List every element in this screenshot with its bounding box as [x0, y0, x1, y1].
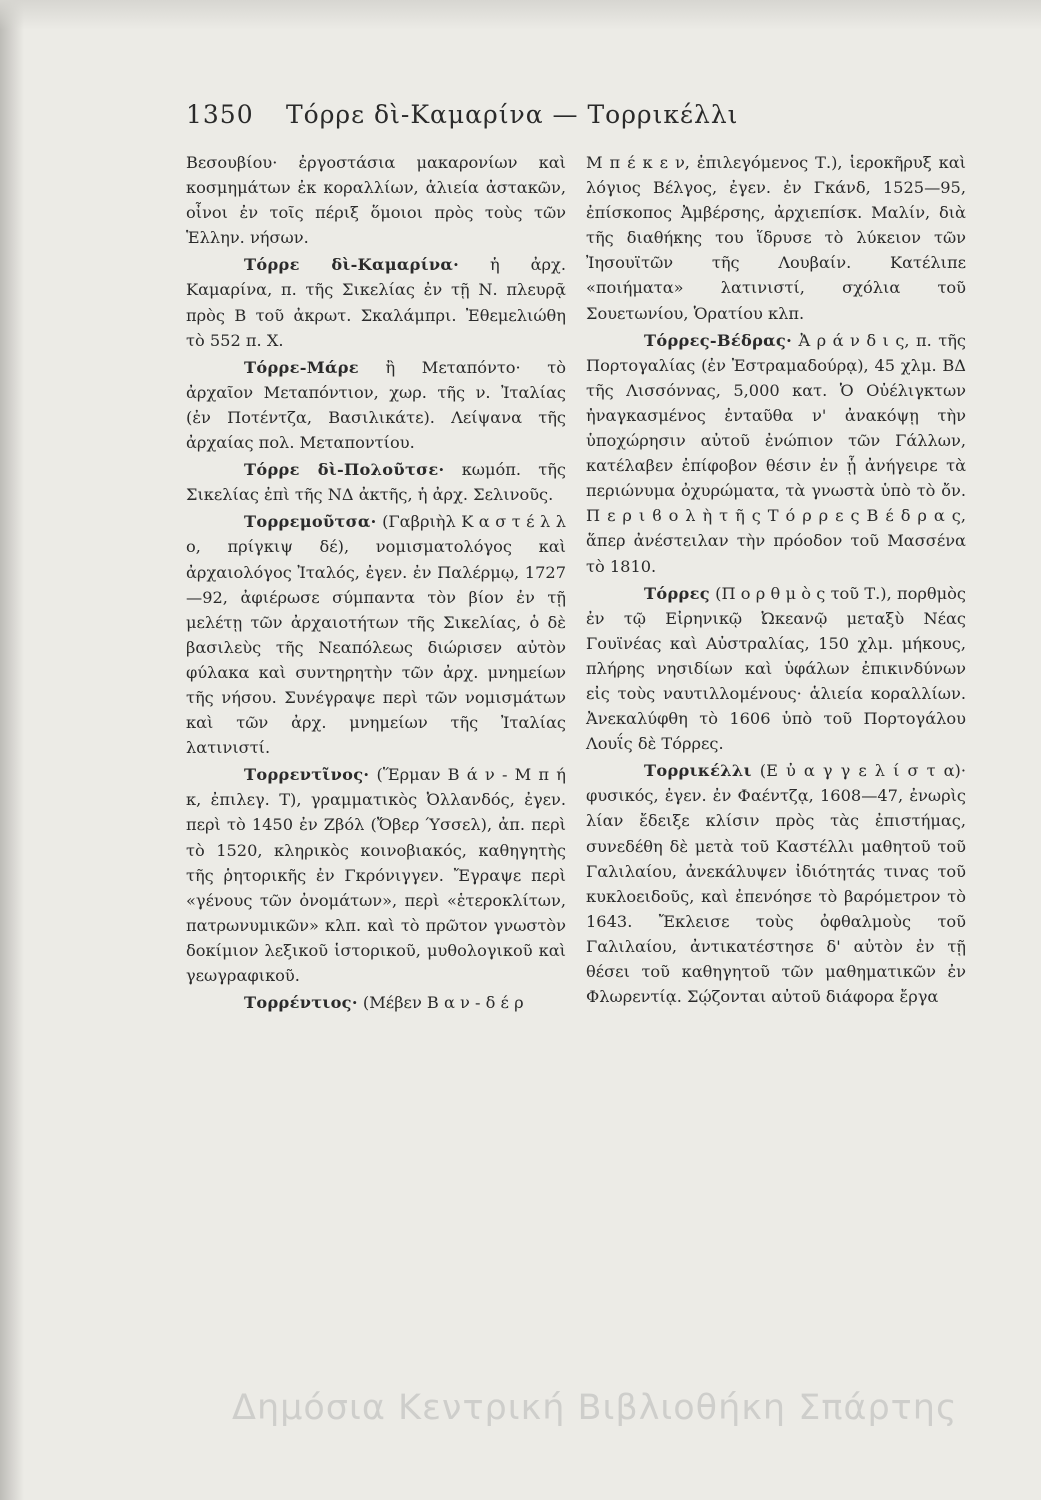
page-header — [186, 100, 966, 140]
entry-text: (Ε ὐ α γ γ ε λ ί σ τ α)· φυσικός, ἐγεν. ἐν Φαέντζᾳ, 1608—47, ἐνωρὶς λίαν ἔδειξε κλίσιν πρὸς τὰς ἐπιστήμας, συνεδέθη δὲ μετὰ τοῦ Καστέλλι μαθητοῦ τοῦ Γαλιλαίου, ἀνεκάλυψεν ἰδιότητάς τινας τοῦ κυκλοειδοῦς, καὶ ἐπενόησε τὸ βαρόμετρον τὸ 1643. Ἔκλεισε τοὺς ὀφθαλμοὺς τοῦ Γαλιλαίου, ἀντικατέστησε δ' αὐτὸν ἐν τῇ θέσει τοῦ καθηγητοῦ τῶν μαθηματικῶν ἐν Φλωρεντίᾳ. Σῴζονται αὐτοῦ διάφορα ἔργα — [586, 761, 966, 1007]
dictionary-entry — [186, 457, 566, 507]
dictionary-entry — [186, 252, 566, 352]
continuation-text — [186, 150, 566, 250]
entry-text: Ἀ ρ ά ν δ ι ς, π. τῆς Πορτογαλίας (ἐν Ἐστραμαδούρᾳ), 45 χλμ. ΒΔ τῆς Λισσόννας, 5,000 κατ. Ὁ Οὐέλιγκτων ἠναγκασμένος ἐνταῦθα ν' ἀνακόψῃ τὴν ὑποχώρησιν αὐτοῦ ἐνώπιον τῶν Γάλλων, κατέλαβεν ἐπίφοβον θέσιν ἐν ᾗ ἀνήγειρε τὰ περιώνυμα ὀχυρώματα, τὰ γνωστὰ ὑπὸ τὸ ὄν. Π ε ρ ι ϐ ο λ ὴ τ ῆ ς Τ ό ρ ρ ε ς Β έ δ ρ α ς, ἅπερ ἀνέστειλαν τὴν πρόοδον τοῦ Μασσένα τὸ 1810. — [586, 330, 966, 576]
entry-text: ἢ Μεταπόντο· τὸ ἀρχαῖον Μεταπόντιον, χωρ. τῆς ν. Ἰταλίας (ἐν Ποτέντζα, Βασιλικάτε). Λείψανα τῆς ἀρχαίας πολ. Μεταποντίου. — [186, 357, 566, 453]
page-edge-shadow — [0, 0, 24, 1500]
entry-headword: Τορρεντῖνος· — [244, 765, 370, 785]
left-column — [186, 150, 566, 1017]
entry-text: κωμόπ. τῆς Σικελίας ἐπὶ τῆς ΝΔ ἀκτῆς, ἡ ἀρχ. Σελινοῦς. — [186, 460, 566, 505]
entry-headword: Τόρρες-Βέδρας· — [644, 330, 793, 350]
dictionary-entry — [586, 758, 966, 1009]
dictionary-entry — [186, 509, 566, 760]
dictionary-entry — [186, 990, 566, 1015]
page-number: 1350 — [186, 100, 254, 129]
entry-text: Βεσουβίου· ἐργοστάσια μακαρονίων καὶ κοσμημάτων ἐκ κοραλλίων, ἁλιεία ἀστακῶν, οἶνοι ἐν τοῖς πέριξ ὅμοιοι πρὸς τοὺς τῶν Ἑλλην. νήσων. — [186, 153, 566, 248]
entry-headword: Τόρρες — [644, 583, 710, 603]
entry-text: (Γαβριὴλ Κ α σ τ έ λ λ ο, πρίγκιψ δέ), νομισματολόγος καὶ ἀρχαιολόγος Ἰταλός, ἐγεν. ἐν Παλέρμῳ, 1727—92, ἀφιέρωσε σύμπαντα τὸν βίον ἐν τῇ μελέτῃ τῶν ἀρχαιοτήτων τῆς Σικελίας, ὁ δὲ βασιλεὺς τῆς Νεαπόλεως διώρισεν αὐτὸν φύλακα καὶ συντηρητὴν τῶν ἀρχ. μνημείων τῆς νήσου. Συνέγραψε περὶ τῶν νομισμάτων καὶ τῶν ἀρχ. μνημείων τῆς Ἰταλίας λατινιστί. — [186, 512, 566, 758]
dictionary-entry — [586, 581, 966, 757]
entry-text: ἡ ἀρχ. Καμαρίνα, π. τῆς Σικελίας ἐν τῇ Ν. πλευρᾷ πρὸς Β τοῦ ἀκρωτ. Σκαλάμπρι. Ἐθεμελιώθη τὸ 552 π. Χ. — [186, 255, 566, 350]
entry-text: Μ π έ κ ε ν, ἐπιλεγόμενος Τ.), ἱεροκῆρυξ καὶ λόγιος Βέλγος, ἐγεν. ἐν Γκάνδ, 1525—95, ἐπίσκοπος Ἀμβέρσης, ἀρχιεπίσκ. Μαλίν, διὰ τῆς διαθήκης του ἵδρυσε τὸ λύκειον τῶν Ἰησουϊτῶν τῆς Λουβαίν. Κατέλιπε «ποιήματα» λατινιστί, σχόλια τοῦ Σουετωνίου, Ὁρατίου κλπ. — [586, 153, 966, 323]
entry-headword: Τόρρε δὶ-Πολοῦτσε· — [244, 460, 445, 480]
right-column — [586, 150, 966, 1011]
page-top-shadow — [0, 0, 1041, 30]
dictionary-entry — [186, 762, 566, 988]
entry-headword: Τορρικέλλι — [644, 761, 752, 781]
entry-headword: Τορρεμοῦτσα· — [244, 512, 377, 532]
entry-text: (Μέβεν Β α ν - δ έ ρ — [362, 993, 524, 1013]
dictionary-entry — [586, 328, 966, 579]
entry-text: (Π ο ρ θ μ ὸ ς τοῦ Τ.), πορθμὸς ἐν τῷ Εἰρηνικῷ Ὠκεανῷ μεταξὺ Νέας Γουϊνέας καὶ Αὐστραλίας, 150 χλμ. μήκους, πλήρης νησιδίων καὶ ὑφάλων ἐπικινδύνων εἰς τοὺς ναυτιλλομένους· ἁλιεία κοραλλίων. Ἀνεκαλύφθη τὸ 1606 ὑπὸ τοῦ Πορτογάλου Λουΐς δὲ Τόρρες. — [586, 583, 966, 754]
continuation-text — [586, 150, 966, 326]
entry-text: (Ἕρμαν Β ά ν - Μ π ή κ, ἐπιλεγ. Τ), γραμματικὸς Ὀλλανδός, ἐγεν. περὶ τὸ 1450 ἐν Ζβόλ (Ὄβερ Ύσσελ), ἀπ. περὶ τὸ 1520, κληρικὸς κοινοβιακός, καθηγητὴς τῆς ῥητορικῆς ἐν Γκρόνιγγεν. Ἔγραψε περὶ «γένους τῶν ὀνομάτων», περὶ «ἑτεροκλίτων, πατρωνυμικῶν» κλπ. καὶ τὸ πρῶτον γνωστὸν δοκίμιον λεξικοῦ ἱστορικοῦ, μυθολογικοῦ καὶ γεωγραφικοῦ. — [186, 765, 566, 985]
entry-headword: Τόρρε δὶ-Καμαρίνα· — [244, 255, 460, 275]
entry-headword: Τόρρε-Μάρε — [244, 357, 359, 377]
library-watermark: Δημόσια Κεντρική Βιβλιοθήκη Σπάρτης — [232, 1388, 958, 1428]
entry-headword: Τορρέντιος· — [244, 993, 358, 1013]
running-title: Τόρρε δὶ-Καμαρίνα — Τορρικέλλι — [286, 100, 739, 129]
dictionary-entry — [186, 355, 566, 455]
